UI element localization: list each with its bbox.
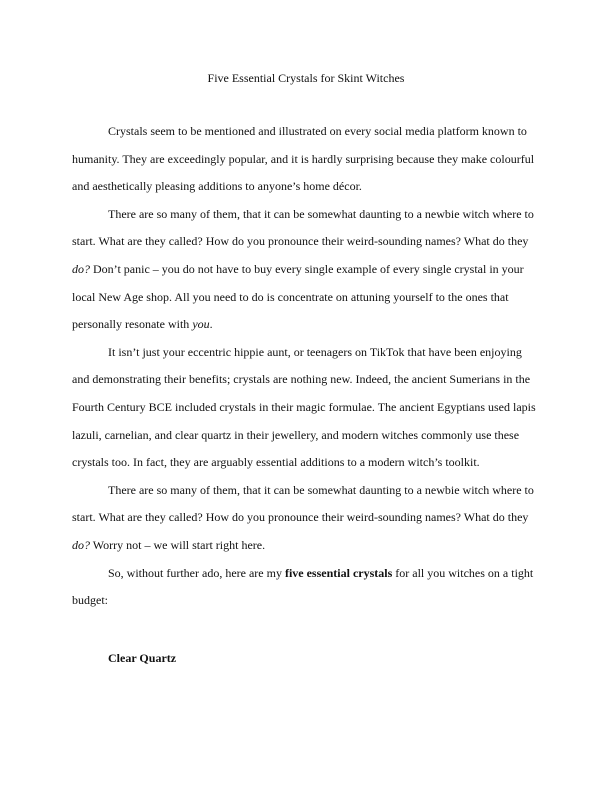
- paragraph-text: for all you witches on a tight budget:: [72, 565, 534, 608]
- paragraph-history: It isn’t just your eccentric hippie aunt, or teenagers on TikTok that have been enjoying and demonstrating their benefits; crystals are nothing new. Indeed, the ancient Sumerians in the Fourth Century BCE included crystals in their magic formulae. The ancient Egyptians used lapis lazuli, carnelian, and clear quartz in their jewellery, and modern witches commonly use these crystals too. In fact, they are arguably essential additions to a modern witch’s toolkit.: [72, 344, 536, 470]
- paragraph-daunting: [72, 201, 540, 339]
- paragraph-text: .: [209, 317, 213, 332]
- section-heading-clear-quartz: Clear Quartz: [108, 651, 177, 665]
- bold-five-essential-crystals: five essential crystals: [284, 565, 393, 580]
- document-title: Five Essential Crystals for Skint Witches: [207, 71, 405, 85]
- paragraph-text: Worry not – we will start right here.: [90, 537, 266, 552]
- paragraph-worry-not: [72, 477, 540, 560]
- paragraph-intro: Crystals seem to be mentioned and illustrated on every social media platform known to humanity. They are exceedingly popular, and it is hardly surprising because they make colourful and aesthetically pleasing additions to anyone’s home décor.: [72, 124, 535, 194]
- paragraph-text: There are so many of them, that it can be somewhat daunting to a newbie witch where to start. What are they called? How do you pronounce their weird-sounding names? What do they: [72, 482, 534, 525]
- document-body: [72, 118, 540, 615]
- paragraph-text: There are so many of them, that it can be somewhat daunting to a newbie witch where to start. What are they called? How do you pronounce their weird-sounding names? What do they: [72, 206, 534, 249]
- emphasis-do: do?: [72, 261, 90, 276]
- emphasis-you: you: [192, 317, 210, 332]
- paragraph-introduction-list: [72, 560, 540, 615]
- paragraph-text: Don’t panic – you do not have to buy every single example of every single crystal in your local New Age shop. All you need to do is concentrate on attuning yourself to the ones that personally resonate with: [72, 261, 524, 332]
- emphasis-do: do?: [72, 537, 90, 552]
- paragraph-text: So, without further ado, here are my: [108, 565, 285, 580]
